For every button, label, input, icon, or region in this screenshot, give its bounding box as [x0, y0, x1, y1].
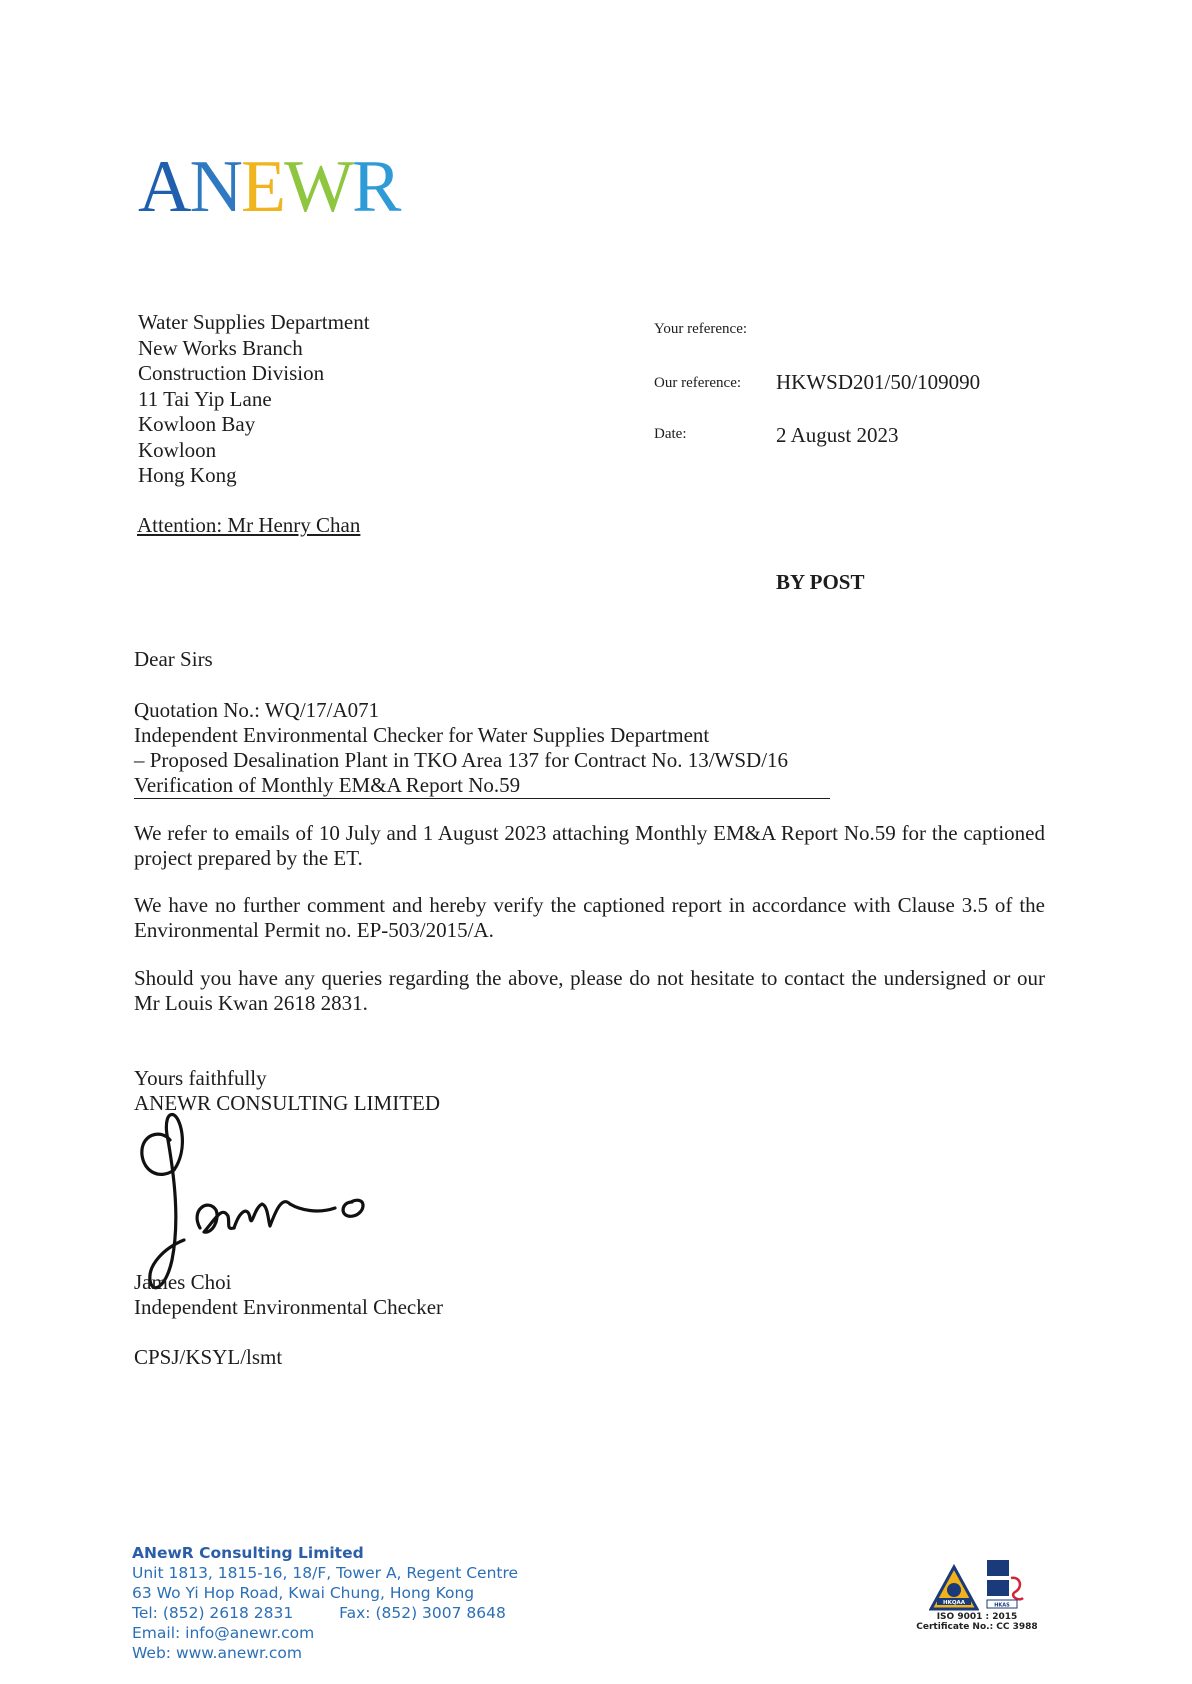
address-line: Kowloon — [138, 437, 217, 462]
date-label: Date: — [654, 426, 687, 442]
address-line: Construction Division — [138, 361, 325, 385]
date-value: 2 August 2023 — [776, 423, 899, 447]
salutation: Dear Sirs — [134, 647, 213, 671]
address-line: Water Supplies Department — [138, 310, 370, 334]
logo-letter: A — [138, 146, 190, 228]
subject-line: – Proposed Desalination Plant in TKO Area 137 for Contract No. 13/WSD/16 — [134, 748, 789, 772]
signatory-name: James Choi — [134, 1270, 232, 1294]
signatory-title: Independent Environmental Checker — [134, 1295, 444, 1319]
logo-letter: W — [284, 146, 352, 228]
footer-address: Unit 1813, 1815-16, 18/F, Tower A, Regent Centre — [132, 1564, 519, 1582]
attention-line: Attention: Mr Henry Chan — [137, 513, 361, 537]
certificate-number: Certificate No.: CC 3988 — [916, 1622, 1038, 1632]
hkas-badge-text: HKAS — [994, 1602, 1010, 1609]
address-line: New Works Branch — [138, 335, 303, 360]
subject-block — [134, 698, 830, 799]
logo-letter: R — [351, 146, 400, 228]
recipient-address — [138, 310, 370, 489]
footer-tel: Tel: (852) 2618 2831 — [132, 1604, 294, 1622]
footer-web: Web: www.anewr.com — [132, 1644, 302, 1662]
your-reference-label: Your reference: — [654, 321, 748, 337]
logo-letter: N — [189, 146, 241, 228]
hkqaa-logo-icon — [929, 1564, 979, 1612]
subject-line: Independent Environmental Checker for Water Supplies Department — [134, 723, 710, 747]
address-line: 11 Tai Yip Lane — [138, 386, 272, 411]
logo-letter: E — [240, 146, 285, 228]
reference-initials: CPSJ/KSYL/lsmt — [134, 1345, 283, 1369]
footer-company: ANewR Consulting Limited — [132, 1544, 364, 1562]
certification-block — [912, 1550, 1042, 1632]
footer-email: Email: info@anewr.com — [132, 1624, 315, 1642]
paragraph: Should you have any queries regarding the above, please do not hesitate to contact the undersigned or our Mr Louis Kwan 2618 2831. — [134, 966, 1045, 1015]
subject-line: Quotation No.: WQ/17/A071 — [134, 698, 380, 722]
company-signoff: ANEWR CONSULTING LIMITED — [134, 1091, 441, 1115]
hkqaa-badge-text: HKQAA — [942, 1600, 966, 1606]
hkas-logo-icon — [985, 1558, 1025, 1612]
paragraph: We have no further comment and hereby verify the captioned report in accordance with Clause 3.5 of the Environmental Permit no. EP-503/2015/A. — [134, 893, 1045, 942]
our-reference-label: Our reference: — [654, 375, 742, 391]
company-logo — [138, 146, 400, 228]
address-line: Hong Kong — [138, 463, 237, 487]
address-line: Kowloon Bay — [138, 412, 256, 436]
closing-line: Yours faithfully — [134, 1066, 267, 1090]
subject-line-underlined: Verification of Monthly EM&A Report No.59 — [134, 773, 830, 799]
footer-fax: Fax: (852) 3007 8648 — [339, 1604, 506, 1622]
footer-address: 63 Wo Yi Hop Road, Kwai Chung, Hong Kong — [132, 1584, 475, 1602]
iso-standard: ISO 9001 : 2015 — [936, 1612, 1018, 1622]
footer-contact — [132, 1543, 518, 1663]
delivery-method: BY POST — [776, 570, 865, 594]
paragraph: We refer to emails of 10 July and 1 August 2023 attaching Monthly EM&A Report No.59 for the captioned project prepared by the ET. — [134, 821, 1045, 870]
our-reference-value: HKWSD201/50/109090 — [776, 370, 981, 394]
